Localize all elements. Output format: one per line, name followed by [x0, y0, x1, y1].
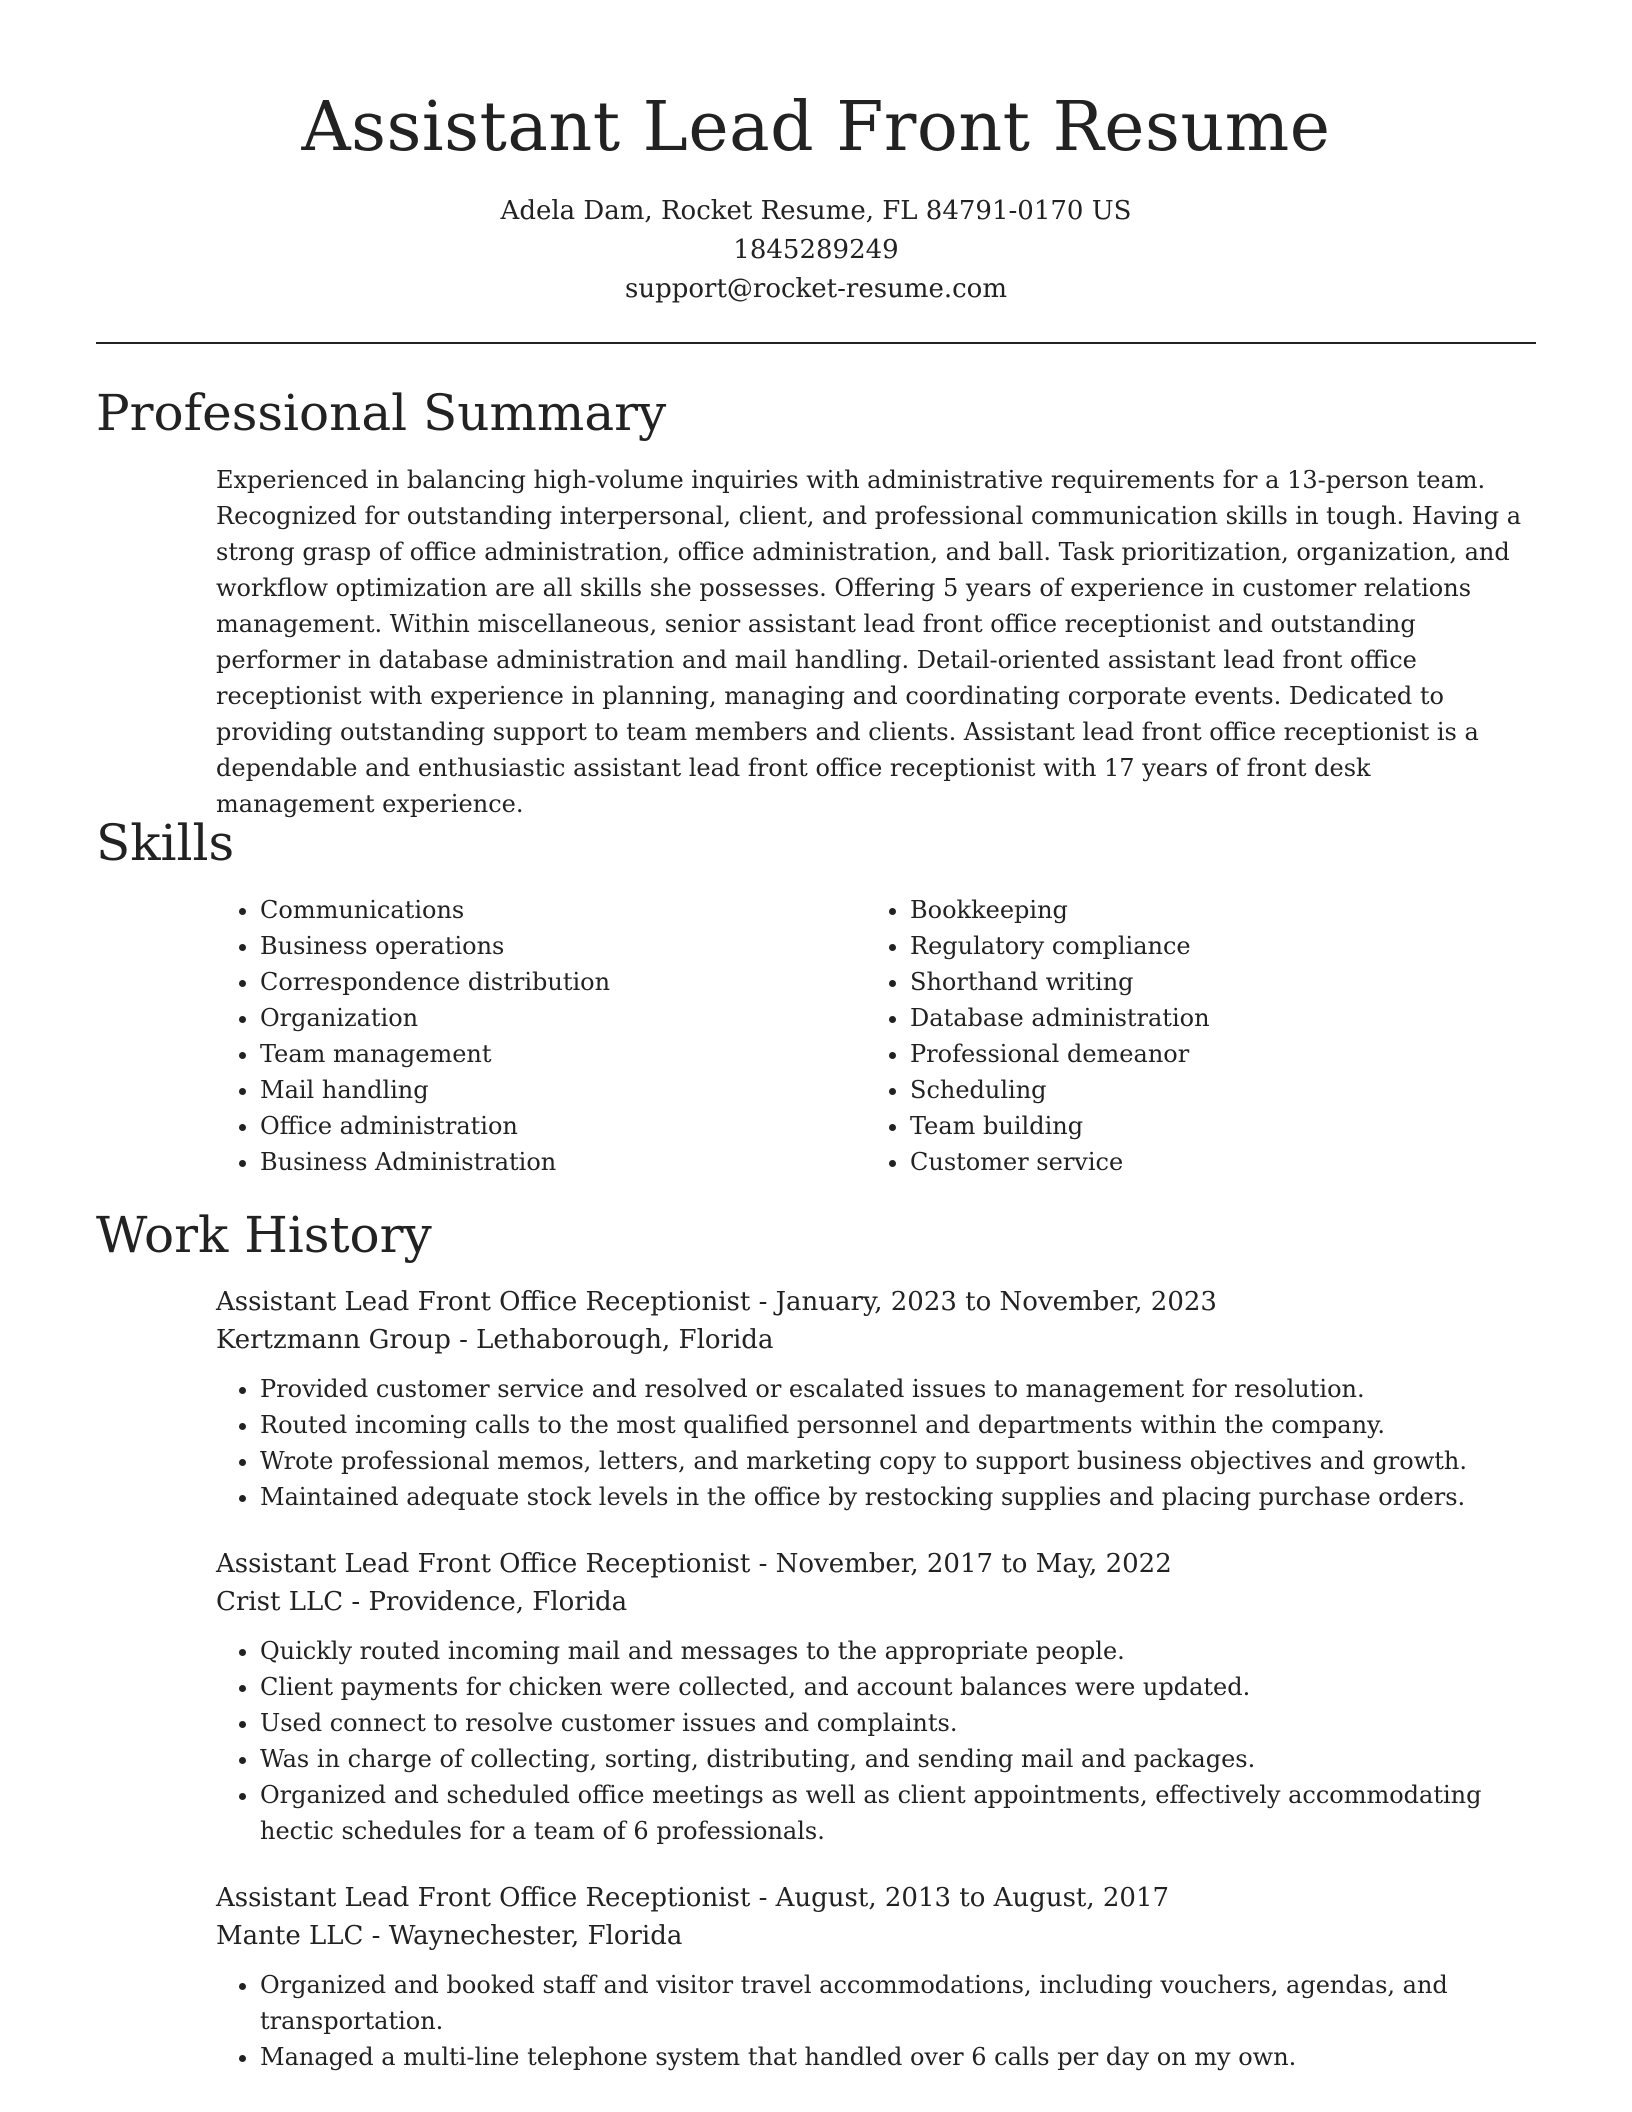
job-duty: • Routed incoming calls to the most qualified personnel and departments within the company. [260, 1407, 1546, 1443]
job-title: Assistant Lead Front Office Receptionist [216, 1549, 751, 1579]
contact-phone: 1845289249 [733, 235, 899, 265]
job-duties [216, 1633, 1546, 1849]
job-duty: • Organized and booked staff and visitor travel accommodations, including vouchers, agendas, and transportation. [260, 1967, 1546, 2039]
skill-item: • Regulatory compliance [910, 928, 1516, 964]
job-company: Mante LLC [216, 1921, 364, 1951]
job-company-line [216, 1321, 1546, 1359]
skill-item: • Business operations [260, 928, 866, 964]
skill-item: • Database administration [910, 1000, 1516, 1036]
work-history-heading: Work History [96, 1206, 432, 1264]
job-duty: • Quickly routed incoming mail and messages to the appropriate people. [260, 1633, 1546, 1669]
contact-address: Adela Dam, Rocket Resume, FL 84791-0170 US [500, 196, 1132, 226]
job-entry [216, 1879, 1546, 2075]
job-duty: • Used connect to resolve customer issues and complaints. [260, 1705, 1546, 1741]
skill-item: • Organization [260, 1000, 866, 1036]
resume-title: Assistant Lead Front Resume [301, 88, 1331, 167]
job-dates: - August, 2013 to August, 2017 [750, 1883, 1170, 1913]
job-duties [216, 1967, 1546, 2075]
skill-item: • Customer service [910, 1144, 1516, 1180]
job-title: Assistant Lead Front Office Receptionist [216, 1883, 751, 1913]
job-title-line [216, 1545, 1546, 1583]
job-title-line [216, 1879, 1546, 1917]
skills-heading: Skills [96, 814, 235, 872]
job-company-line [216, 1917, 1546, 1955]
skills-column-right [866, 892, 1516, 1180]
job-duty: • Organized and scheduled office meetings as well as client appointments, effectively accommodating hectic schedules for a team of 6 professionals. [260, 1777, 1546, 1849]
skill-item: • Mail handling [260, 1072, 866, 1108]
skill-item: • Scheduling [910, 1072, 1516, 1108]
job-company: Kertzmann Group [216, 1325, 451, 1355]
job-duty: • Client payments for chicken were collected, and account balances were updated. [260, 1669, 1546, 1705]
job-title-line [216, 1283, 1546, 1321]
job-duty: • Was in charge of collecting, sorting, distributing, and sending mail and packages. [260, 1741, 1546, 1777]
job-dates: - November, 2017 to May, 2022 [750, 1549, 1172, 1579]
skill-item: • Business Administration [260, 1144, 866, 1180]
job-entry [216, 1283, 1546, 1515]
job-location: - Providence, Florida [343, 1587, 628, 1617]
job-location: - Waynechester, Florida [363, 1921, 683, 1951]
job-duty: • Maintained adequate stock levels in the office by restocking supplies and placing purchase orders. [260, 1479, 1546, 1515]
work-history-list [216, 1283, 1546, 2105]
contact-email: support@rocket-resume.com [624, 274, 1007, 304]
skills-list [216, 892, 1536, 1180]
summary-heading: Professional Summary [96, 384, 667, 442]
header-divider [96, 342, 1536, 344]
skill-item: • Team building [910, 1108, 1516, 1144]
skill-item: • Shorthand writing [910, 964, 1516, 1000]
skill-item: • Correspondence distribution [260, 964, 866, 1000]
job-title: Assistant Lead Front Office Receptionist [216, 1287, 751, 1317]
job-duties [216, 1371, 1546, 1515]
contact-info [0, 192, 1632, 309]
skill-item: • Bookkeeping [910, 892, 1516, 928]
skill-item: • Professional demeanor [910, 1036, 1516, 1072]
skill-item: • Team management [260, 1036, 866, 1072]
job-dates: - January, 2023 to November, 2023 [750, 1287, 1217, 1317]
job-entry [216, 1545, 1546, 1849]
job-duty: • Managed a multi-line telephone system that handled over 6 calls per day on my own. [260, 2039, 1546, 2075]
summary-text: Experienced in balancing high-volume inquiries with administrative requirements for a 13-person team. Recognized for outstanding interpersonal, client, and professional communication skills in tough. Having a strong grasp of office administration, office administration, and ball. Task prioritization, organization, and workflow optimization are all skills she possesses. Offering 5 years of experience in customer relations management. Within miscellaneous, senior assistant lead front office receptionist and outstanding performer in database administration and mail handling. Detail-oriented assistant lead front office receptionist with experience in planning, managing and coordinating corporate events. Dedicated to providing outstanding support to team members and clients. Assistant lead front office receptionist is a dependable and enthusiastic assistant lead front office receptionist with 17 years of front desk management experience. [216, 466, 1522, 818]
skill-item: • Office administration [260, 1108, 866, 1144]
skill-item: • Communications [260, 892, 866, 928]
skills-column-left [216, 892, 866, 1180]
job-duty: • Wrote professional memos, letters, and marketing copy to support business objectives and growth. [260, 1443, 1546, 1479]
job-company: Crist LLC [216, 1587, 344, 1617]
job-company-line [216, 1583, 1546, 1621]
job-location: - Lethaborough, Florida [450, 1325, 774, 1355]
job-duty: • Provided customer service and resolved or escalated issues to management for resolution. [260, 1371, 1546, 1407]
